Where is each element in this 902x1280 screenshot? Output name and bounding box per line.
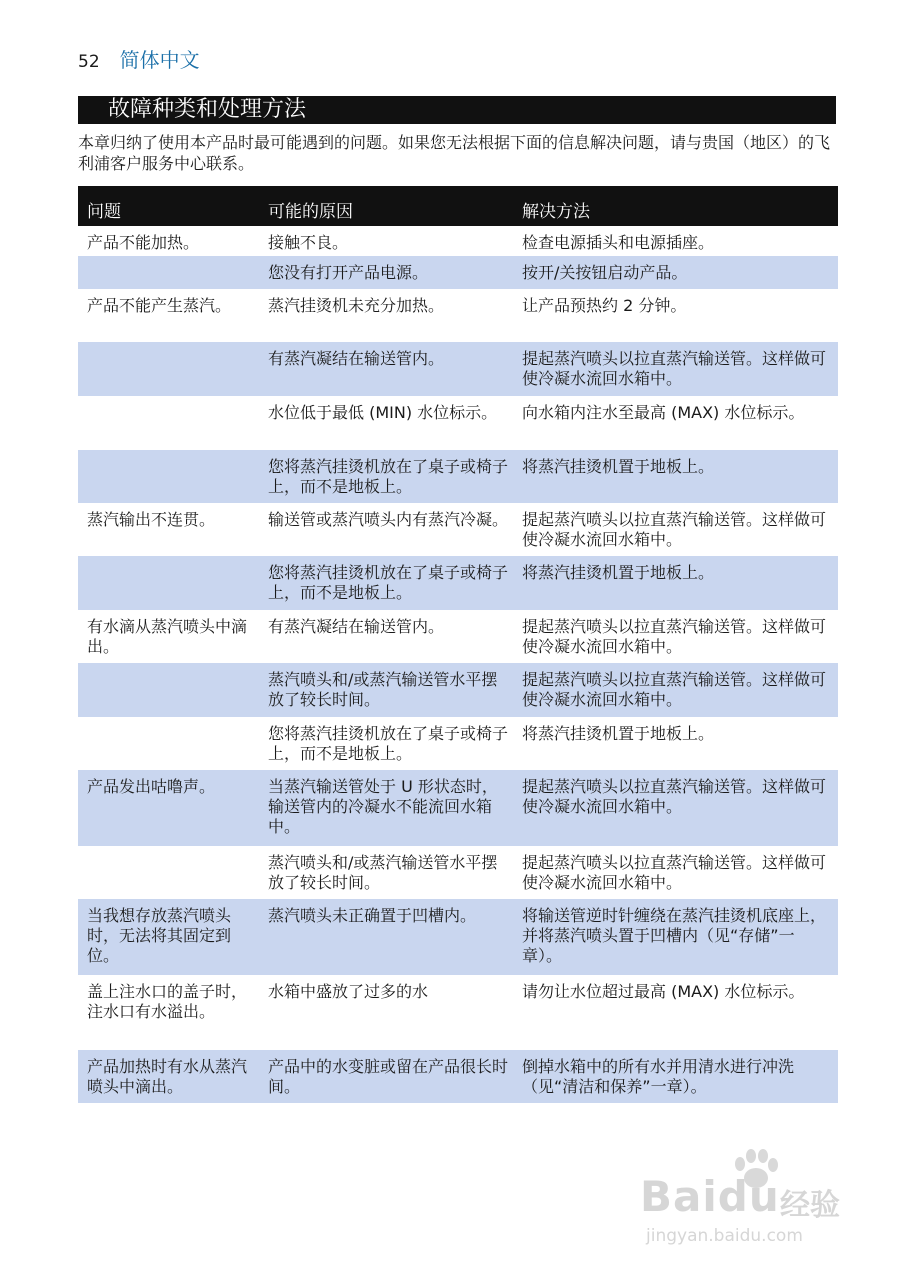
problem-cell: 蒸汽输出不连贯。 — [87, 510, 216, 529]
cause-cell: 您将蒸汽挂烫机放在了桌子或椅子上，而不是地板上。 — [268, 563, 509, 602]
page-number: 52 — [78, 52, 100, 72]
table-row — [78, 717, 838, 770]
solution-cell: 按开/关按钮启动产品。 — [522, 263, 688, 282]
watermark-cn-text: 经验 — [780, 1188, 840, 1223]
table-row — [78, 503, 838, 556]
solution-cell: 检查电源插头和电源插座。 — [522, 233, 715, 252]
cause-cell: 有蒸汽凝结在输送管内。 — [268, 617, 445, 636]
table-header — [78, 186, 838, 226]
cause-cell: 蒸汽喷头未正确置于凹槽内。 — [268, 906, 477, 925]
section-title: 故障种类和处理方法 — [78, 96, 836, 124]
cause-cell: 接触不良。 — [268, 233, 349, 252]
table-row — [78, 450, 838, 503]
table-row — [78, 610, 838, 663]
cause-cell: 您没有打开产品电源。 — [268, 263, 429, 282]
solution-cell: 请勿让水位超过最高 (MAX) 水位标示。 — [522, 982, 805, 1001]
cause-cell: 水位低于最低 (MIN) 水位标示。 — [268, 403, 498, 422]
table-row — [78, 226, 838, 256]
cause-cell: 您将蒸汽挂烫机放在了桌子或椅子上，而不是地板上。 — [268, 457, 509, 496]
cause-cell: 蒸汽挂烫机未充分加热。 — [268, 296, 445, 315]
solution-cell: 提起蒸汽喷头以拉直蒸汽输送管。这样做可使冷凝水流回水箱中。 — [522, 510, 827, 549]
solution-cell: 将蒸汽挂烫机置于地板上。 — [522, 563, 715, 582]
solution-cell: 提起蒸汽喷头以拉直蒸汽输送管。这样做可使冷凝水流回水箱中。 — [522, 349, 827, 388]
problem-cell: 产品不能产生蒸汽。 — [87, 296, 232, 315]
solution-cell: 让产品预热约 2 分钟。 — [522, 296, 687, 315]
problem-cell: 盖上注水口的盖子时，注水口有水溢出。 — [87, 982, 248, 1021]
solution-cell: 将蒸汽挂烫机置于地板上。 — [522, 457, 715, 476]
intro-paragraph: 本章归纳了使用本产品时最可能遇到的问题。如果您无法根据下面的信息解决问题，请与贵国（地区）的飞利浦客户服务中心联系。 — [78, 133, 831, 173]
table-row — [78, 342, 838, 396]
problem-cell: 有水滴从蒸汽喷头中滴出。 — [87, 617, 248, 656]
solution-cell: 提起蒸汽喷头以拉直蒸汽输送管。这样做可使冷凝水流回水箱中。 — [522, 853, 827, 892]
cause-cell: 当蒸汽输送管处于 U 形状态时，输送管内的冷凝水不能流回水箱中。 — [268, 777, 498, 836]
table-row — [78, 663, 838, 717]
solution-cell: 向水箱内注水至最高 (MAX) 水位标示。 — [522, 403, 805, 422]
solution-cell: 将蒸汽挂烫机置于地板上。 — [522, 724, 715, 743]
table-row — [78, 256, 838, 289]
column-header-cause: 可能的原因 — [268, 202, 353, 222]
cause-cell: 输送管或蒸汽喷头内有蒸汽冷凝。 — [268, 510, 509, 529]
solution-cell: 倒掉水箱中的所有水并用清水进行冲洗（见“清洁和保养”一章）。 — [522, 1057, 795, 1096]
solution-cell: 提起蒸汽喷头以拉直蒸汽输送管。这样做可使冷凝水流回水箱中。 — [522, 617, 827, 656]
watermark-logo: Baidu — [640, 1172, 780, 1221]
table-row — [78, 396, 838, 450]
problem-cell: 产品发出咕噜声。 — [87, 777, 216, 796]
table-row — [78, 289, 838, 342]
solution-cell: 将输送管逆时针缠绕在蒸汽挂烫机底座上，并将蒸汽喷头置于凹槽内（见“存储”一章）。 — [522, 906, 827, 965]
solution-cell: 提起蒸汽喷头以拉直蒸汽输送管。这样做可使冷凝水流回水箱中。 — [522, 670, 827, 709]
cause-cell: 有蒸汽凝结在输送管内。 — [268, 349, 445, 368]
cause-cell: 蒸汽喷头和/或蒸汽输送管水平摆放了较长时间。 — [268, 853, 498, 892]
problem-cell: 产品不能加热。 — [87, 233, 200, 252]
solution-cell: 提起蒸汽喷头以拉直蒸汽输送管。这样做可使冷凝水流回水箱中。 — [522, 777, 827, 816]
column-header-problem: 问题 — [87, 202, 121, 222]
table-row — [78, 975, 838, 1050]
watermark-url: jingyan.baidu.com — [646, 1226, 803, 1246]
table-row — [78, 556, 838, 610]
baidu-watermark — [640, 1148, 860, 1248]
table-row — [78, 846, 838, 899]
troubleshooting-table — [78, 226, 838, 1103]
cause-cell: 蒸汽喷头和/或蒸汽输送管水平摆放了较长时间。 — [268, 670, 498, 709]
problem-cell: 产品加热时有水从蒸汽喷头中滴出。 — [87, 1057, 248, 1096]
table-row — [78, 899, 838, 975]
table-row — [78, 1050, 838, 1103]
page-header — [78, 44, 200, 73]
cause-cell: 水箱中盛放了过多的水 — [268, 982, 429, 1001]
problem-cell: 当我想存放蒸汽喷头时，无法将其固定到位。 — [87, 906, 232, 965]
table-row — [78, 770, 838, 846]
cause-cell: 您将蒸汽挂烫机放在了桌子或椅子上，而不是地板上。 — [268, 724, 509, 763]
cause-cell: 产品中的水变脏或留在产品很长时间。 — [268, 1057, 509, 1096]
column-header-solution: 解决方法 — [522, 202, 590, 222]
language-label: 简体中文 — [119, 48, 200, 72]
